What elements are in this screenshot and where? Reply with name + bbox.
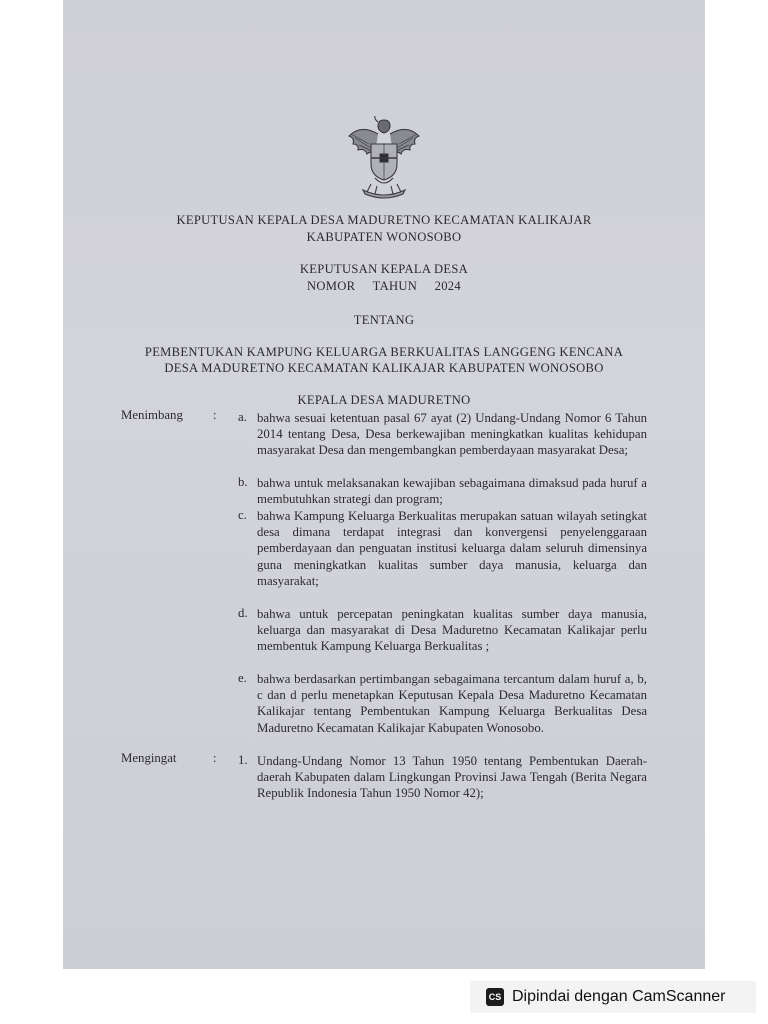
institution-line-1: KEPUTUSAN KEPALA DESA MADURETNO KECAMATAN KALIKAJAR — [176, 213, 592, 227]
decree-title: KEPUTUSAN KEPALA DESA — [299, 262, 469, 276]
menimbang-marker-c: c. — [238, 508, 247, 522]
menimbang-label: Menimbang — [121, 408, 183, 422]
camscanner-text: Dipindai dengan CamScanner — [512, 988, 726, 1005]
mengingat-colon: : — [213, 751, 217, 765]
menimbang-item-d: bahwa untuk percepatan peningkatan kualitas sumber daya manusia, keluarga dan masyarakat di Desa Maduretno Kecamatan Kalikajar perlu membentuk Kampung Keluarga Berkualitas ; — [257, 607, 647, 654]
menimbang-marker-a: a. — [238, 410, 247, 424]
subject-line-1: PEMBENTUKAN KAMPUNG KELUARGA BERKUALITAS LANGGENG KENCANA — [144, 345, 624, 359]
issuer-heading: KEPALA DESA MADURETNO — [297, 393, 471, 407]
menimbang-colon: : — [213, 408, 217, 422]
mengingat-item-1: Undang-Undang Nomor 13 Tahun 1950 tentang Pembentukan Daerah-daerah Kabupaten dalam Lingkungan Provinsi Jawa Tengah (Berita Negara Republik Indonesia Tahun 1950 Nomor 42); — [257, 754, 647, 801]
institution-line-2: KABUPATEN WONOSOBO — [306, 230, 462, 244]
camscanner-badge — [470, 981, 756, 1013]
menimbang-item-c: bahwa Kampung Keluarga Berkualitas merupakan satuan wilayah setingkat desa dimana terdapat integrasi dan konvergensi penyelenggaraan pemberdayaan dan penguatan institusi keluarga dalam seluruh dimensinya guna meningkatkan kualitas sumber daya manusia, keluarga dan masyarakat; — [257, 509, 647, 588]
garuda-emblem-icon — [341, 114, 427, 200]
about-heading: TENTANG — [353, 313, 415, 327]
decree-number: NOMOR TAHUN 2024 — [306, 279, 461, 293]
camscanner-logo-icon: CS — [486, 988, 504, 1006]
menimbang-marker-b: b. — [238, 475, 248, 489]
mengingat-marker-1: 1. — [238, 753, 248, 767]
menimbang-item-e: bahwa berdasarkan pertimbangan sebagaimana tercantum dalam huruf a, b, c dan d perlu menetapkan Keputusan Kepala Desa Maduretno Kecamatan Kalikajar tentang Pembentukan Kampung Keluarga Berkualitas Desa Maduretno Kecamatan Kalikajar Kabupaten Wonosobo. — [257, 672, 647, 735]
subject-line-2: DESA MADURETNO KECAMATAN KALIKAJAR KABUPATEN WONOSOBO — [164, 361, 604, 375]
menimbang-marker-d: d. — [238, 606, 248, 620]
mengingat-label: Mengingat — [121, 751, 177, 765]
menimbang-item-a: bahwa sesuai ketentuan pasal 67 ayat (2) Undang-Undang Nomor 6 Tahun 2014 tentang Desa, Desa berkewajiban meningkatkan kualitas kehidupan masyarakat Desa dan mengembangkan pemberdayaan masyarakat Desa; — [257, 411, 647, 458]
menimbang-item-b: bahwa untuk melaksanakan kewajiban sebagaimana dimaksud pada huruf a membutuhkan strategi dan program; — [257, 476, 647, 507]
document-page — [63, 0, 705, 969]
menimbang-marker-e: e. — [238, 671, 247, 685]
